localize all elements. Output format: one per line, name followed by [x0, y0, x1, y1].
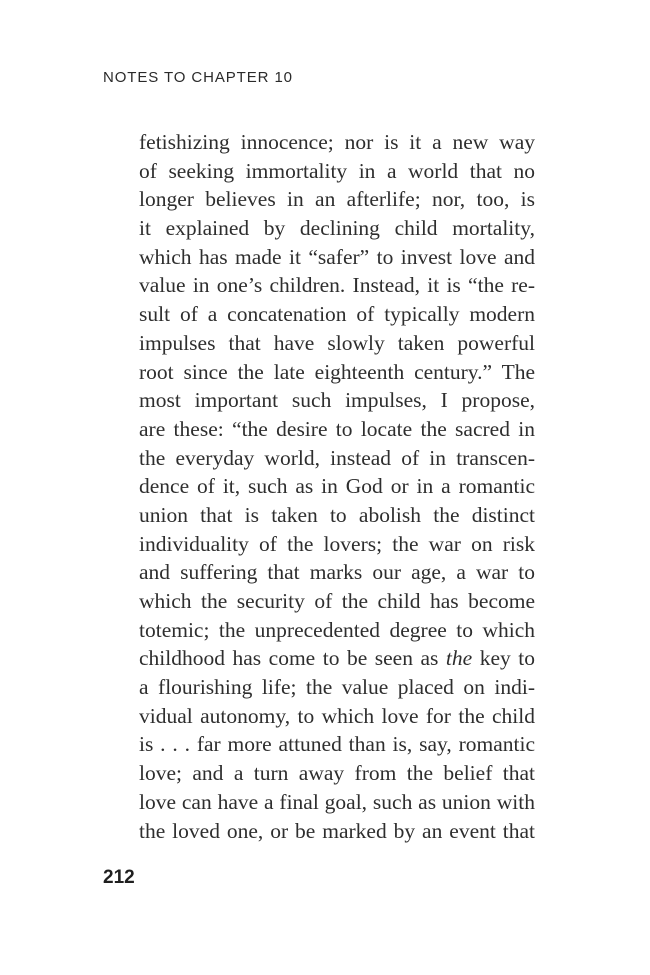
text-line: dence of it, such as in God or in a romantic: [139, 474, 535, 499]
running-head: NOTES TO CHAPTER 10: [103, 69, 293, 86]
text-line: fetishizing innocence; nor is it a new way: [139, 130, 535, 154]
text-line: impulses that have slowly taken powerful: [139, 330, 535, 355]
text-line: is . . . far more attuned than is, say, romantic: [139, 732, 535, 757]
text-line: are these: “the desire to locate the sacred in: [139, 416, 535, 441]
text-line: which has made it “safer” to invest love and: [139, 244, 535, 269]
text-line: longer believes in an afterlife; nor, too, is: [139, 187, 535, 212]
text-line-with-emphasis: [139, 644, 535, 673]
text-line: value in one’s children. Instead, it is “the re-: [139, 273, 535, 298]
text-line: most important such impulses, I propose,: [139, 388, 535, 413]
body-text: [139, 128, 535, 845]
text-line: it explained by declining child mortality,: [139, 216, 535, 241]
text-line: individuality of the lovers; the war on risk: [139, 531, 535, 556]
text-line: totemic; the unprecedented degree to which: [139, 617, 535, 642]
text-line: a flourishing life; the value placed on indi-: [139, 675, 535, 700]
text-line: root since the late eighteenth century.” The: [139, 359, 535, 384]
text-line: of seeking immortality in a world that no: [139, 158, 535, 183]
text-line: love can have a final goal, such as union with: [139, 789, 535, 814]
emphasized-word: the: [445, 646, 473, 671]
text-line: union that is taken to abolish the distinct: [139, 502, 535, 527]
text-line: the everyday world, instead of in transcen-: [139, 445, 535, 470]
page-number: 212: [103, 867, 135, 888]
text-segment: childhood has come to be seen as: [139, 646, 446, 671]
text-line: the loved one, or be marked by an event that: [139, 818, 535, 843]
text-line: sult of a concatenation of typically modern: [139, 302, 535, 327]
text-line: which the security of the child has become: [139, 589, 535, 613]
text-line: love; and a turn away from the belief that: [139, 761, 535, 786]
text-segment: key to: [472, 646, 535, 671]
text-line: vidual autonomy, to which love for the child: [139, 703, 535, 728]
text-line: and suffering that marks our age, a war to: [139, 560, 535, 585]
